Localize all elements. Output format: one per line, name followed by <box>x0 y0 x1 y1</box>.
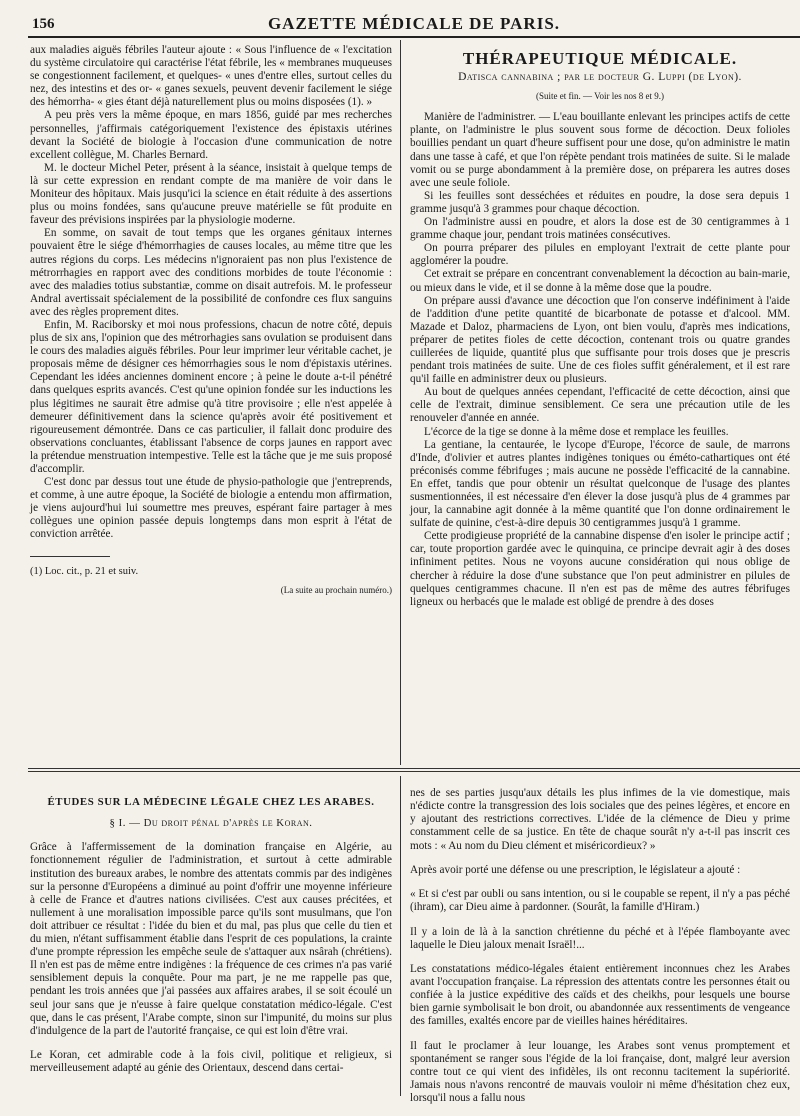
paragraph: Cet extrait se prépare en concentrant convenablement la décoction au bain-marie, ou mieux dans le vide, et il se donne à la même dose que la poudre. <box>410 268 790 294</box>
lower-right-column <box>410 776 790 1116</box>
paragraph: C'est donc par dessus tout une étude de physio-pathologie que j'entreprends, et comme, à une autre époque, la Société de biologie a entendu mon affirmation, je viens aujourd'hui lui soumettre mes preuves, espérant faire partager à mes collègues une opinion passée depuis longtemps dans mon esprit à l'état de conviction arrêtée. <box>30 476 392 541</box>
quotation: « Et si c'est par oubli ou sans intention, ou si le coupable se repent, il n'y a pas péché (ihram), car Dieu aime à pardonner. (Sourât, la famille d'Hiram.) <box>410 888 790 914</box>
suite-note: (Suite et fin. — Voir les nos 8 et 9.) <box>536 91 664 102</box>
paragraph: nes de ses parties jusqu'aux détails les plus infimes de la vie domestique, mais n'édicte contre la transgression des lois sociales que des peines légères, et encore en y ajoutant des restrictions correctives. L'idée de la clémence de Dieu y prime constamment celle de sa justice. En tête de chaque sourât n'y a-t-il pas inscrit ces mots : « Au nom du Dieu clément et miséricordieux? » <box>410 787 790 852</box>
paragraph: Au bout de quelques années cependant, l'efficacité de cette décoction, ainsi que celle de l'extrait, diminue sensiblement. Ce sera une précaution utile de les renouveler d'année en année. <box>410 386 790 425</box>
journal-title: GAZETTE MÉDICALE DE PARIS. <box>267 14 561 33</box>
page-header <box>28 10 800 38</box>
paragraph: Manière de l'administrer. — L'eau bouillante enlevant les principes actifs de cette plante, on l'administre le plus souvent sous forme de décoction. Deux folioles bouillies pendant un quart d'heure suffisent pour une dose, qu'on administre le matin dans une tasse à café, et que l'on répète pendant trois matinées de suite. Si le malade vomit ou se purge abondamment à la première dose, on préparera les autres doses avec une seule foliole. <box>410 111 790 189</box>
column-divider <box>400 40 401 765</box>
paragraph: Il y a loin de là à la sanction chrétienne du péché et à l'épée flamboyante avec laquelle le Dieu jaloux menait Israël!... <box>410 925 790 951</box>
paragraph: M. le docteur Michel Peter, présent à la séance, insistait à quelque temps de là sur cette expression en rendant compte de ma manière de voir dans le Moniteur des hôpitaux. Mais jusqu'ici la science en était réduite à des assertions plus ou moins fondées, sans qu'aucune preuve matérielle se fût produite en faveur des prévisions inspirées par la physiologie moderne. <box>30 161 392 227</box>
lower-left-column <box>30 776 392 1086</box>
paragraph: aux maladies aiguës fébriles l'auteur ajoute : « Sous l'influence de « l'excitation du système circulatoire qui caractérise l'état fébrile, les « membranes muqueuses se congestionnent facilement, et quelques- « unes d'entre elles, surtout celles du nez, des intestins et des or- « ganes sexuels, peuvent devenir facilement le siége des hémorrha- « gies étant déjà naturellement plus ou moins disposées (1). » <box>30 44 392 109</box>
footnote-rule <box>30 556 110 557</box>
paragraph: Après avoir porté une défense ou une prescription, le législateur a ajouté : <box>410 863 741 876</box>
paragraph: Si les feuilles sont desséchées et réduites en poudre, la dose sera depuis 1 gramme jusqu'à 3 grammes pour chaque décoction. <box>410 189 790 215</box>
lower-column-divider <box>400 776 401 1096</box>
section-title: ÉTUDES SUR LA MÉDECINE LÉGALE CHEZ LES ARABES. <box>47 796 375 808</box>
footnote: (1) Loc. cit., p. 21 et suiv. <box>30 565 139 577</box>
paragraph: La gentiane, la centaurée, le lycope d'Europe, l'écorce de saule, de marrons d'Inde, d'olivier et autres plantes indigènes toniques ou éméto-cathartiques ont été préconisés comme fébrifuges ; mais aucune ne possède l'efficacité de la cannabine. En effet, tandis que pour obtenir un résultat quelconque de l'usage des plantes susmentionnées, il est nécessaire d'en élever la dose jusqu'à plus de 4 grammes par jour, la cannabine agit donnée à la même quantité que l'on donne ordinairement le sulfate de quinine, c'est-à-dire depuis 30 centigrammes jusqu'à 1 gramme. <box>410 438 790 530</box>
paragraph: Les constatations médico-légales étaient entièrement inconnues chez les Arabes avant l'occupation française. La répression des attentats contre les personnes était ou confiée à la justice expéditive des caïds et des cheikhs, pour lesquels une bourse bien garnie symbolisait le bon droit, ou abandonnée aux ressentiments de vengeance des familles, exaltés encore par de vieilles haines héréditaires. <box>410 962 790 1028</box>
continuation-note: (La suite au prochain numéro.) <box>280 584 392 595</box>
subsection-title: § I. — Du droit pénal d'après le Koran. <box>109 817 313 830</box>
left-column <box>30 44 392 597</box>
article-title: Datisca cannabina ; par le docteur G. Luppi (de Lyon). <box>458 71 742 84</box>
paragraph: Enfin, M. Raciborsky et moi nous professions, chacun de notre côté, depuis plus de six ans, l'opinion que des métrorhagies sans ovulation se produisent dans le cours des maladies aiguës fébriles. Pour leur imprimer leur véritable cachet, je proposais même de désigner ces hémorrhagies sous le nom d'épistaxis utérines. Cependant les idées anciennes dominent encore ; à peine le doute a-t-il pénétré dans quelques esprits avancés. C'est qu'une opinion fondée sur les inductions les plus légitimes ne saurait être admise qu'à titre provisoire ; elle n'est appelée à demeurer définitivement dans la science qu'après avoir été positivement et rigoureusement démontrée. Dans ce cas particulier, il fallait donc produire des observations concluantes, établissant l'absence de corps jaunes en rapport avec la prétendue menstruation intempestive. Telle est la tâche que je me suis proposé d'accomplir. <box>30 318 392 475</box>
section-separator <box>28 768 800 769</box>
paragraph: Il faut le proclamer à leur louange, les Arabes sont venus promptement et spontanément se ranger sous l'égide de la loi française, dont, malgré leur aversion contre tout ce qui vient des infidèles, ils ont reconnu tacitement la supériorité. Jamais nous n'avons rencontré de mauvais vouloir ni même d'hésitation chez eux, lorsqu'il nous a fallu nous <box>410 1039 790 1104</box>
paragraph: On l'administre aussi en poudre, et alors la dose est de 30 centigrammes à 1 gramme chaque jour, pendant trois matinées consécutives. <box>410 216 790 242</box>
section-rubric: THÉRAPEUTIQUE MÉDICALE. <box>462 49 738 68</box>
paragraph: Cette prodigieuse propriété de la cannabine dispense d'en isoler le principe actif ; car, toute proportion gardée avec le quinquina, ce principe devrait agir à des doses infiniment petites. Nous ne voyons aucune considération qui nous oblige de chercher à réduire la dose d'une substance que l'on peut administrer en pilules de quelques centigrammes chacune. Il n'en est pas de même des autres fébrifuges ligneux ou herbacés que le malade est obligé de prendre à des doses <box>410 530 790 608</box>
paragraph: On prépare aussi d'avance une décoction que l'on conserve indéfiniment à l'aide de l'addition d'une petite quantité de bicarbonate de potasse et d'alcool. MM. Mazade et Daloz, pharmaciens de Lyon, ont bien voulu, d'après mes indications, préparer de petites fioles de cette décoction, contenant trois ou quatre grandes cuillerées de liquide, quantité plus que suffisante pour trois doses que je prescris pendant trois matinées de suite. Une de ces fioles suffit généralement, et il est rare qu'il faille en administrer deux ou plusieurs. <box>410 294 790 386</box>
paragraph: L'écorce de la tige se donne à la même dose et remplace les feuilles. <box>424 425 729 438</box>
paragraph: A peu près vers la même époque, en mars 1856, guidé par mes recherches personnelles, j'affirmais catégoriquement l'existence des épistaxis utérines devant la Société de biologie à l'occasion d'une communication de notre excellent collègue, M. Charles Bernard. <box>30 109 392 161</box>
paragraph: En somme, on savait de tout temps que les organes génitaux internes pouvaient être le siége d'hémorrhagies de causes locales, au même titre que les autres régions du corps. Les médecins n'ignoraient pas non plus l'existence de métrorrhagies en rapport avec des conditions morbides de toute l'économie : avec des maladies totius substantiæ, comme on disait autrefois. M. le professeur Andral avertissait spécialement de la possibilité de confondre ces flux sanguins avec des règles proprement dites. <box>30 227 392 318</box>
page-number: 156 <box>32 16 55 32</box>
paragraph: Le Koran, cet admirable code à la fois civil, politique et religieux, si merveilleusement adapté au génie des Orientaux, descend dans certai- <box>30 1048 392 1075</box>
paragraph: Grâce à l'affermissement de la domination française en Algérie, au fonctionnement régulier de l'administration, et surtout à cette admirable institution des bureaux arabes, le nombre des attentats commis par des indigènes sur la personne d'Européens a diminué au point d'offrir une moyenne inférieure à celle de France et d'autres nations civilisées. C'est aux causes précitées, et nullement à une moralisation impossible parce qu'ils sont musulmans, que l'on doit attribuer ce résultat : l'idée du bien et du mal, pas plus que celle du tien et du mien, n'étant suffisamment établie dans l'esprit de ces populations, la crainte d'une prompte répression les empêche seule de s'attaquer aux nsârah (chrétiens). Il n'en est pas de même entre indigènes : la fréquence de ces crimes n'a pas varié sensiblement depuis la conquête. Pour ma part, je ne me rappelle pas que, pendant les trois années que j'ai passées aux affaires arabes, il se soit écoulé un seul jour sans que je n'eusse à faire quelque constatation médico-légale. C'est que, dans le cas présent, l'Arabe compte, sinon sur l'impunité, du moins sur plus d'indulgence de la part de l'autorité française, ce qui est loin d'être vrai. <box>30 841 392 1037</box>
paragraph: On pourra préparer des pilules en employant l'extrait de cette plante pour agglomérer la poudre. <box>410 242 790 268</box>
right-column <box>410 44 790 609</box>
